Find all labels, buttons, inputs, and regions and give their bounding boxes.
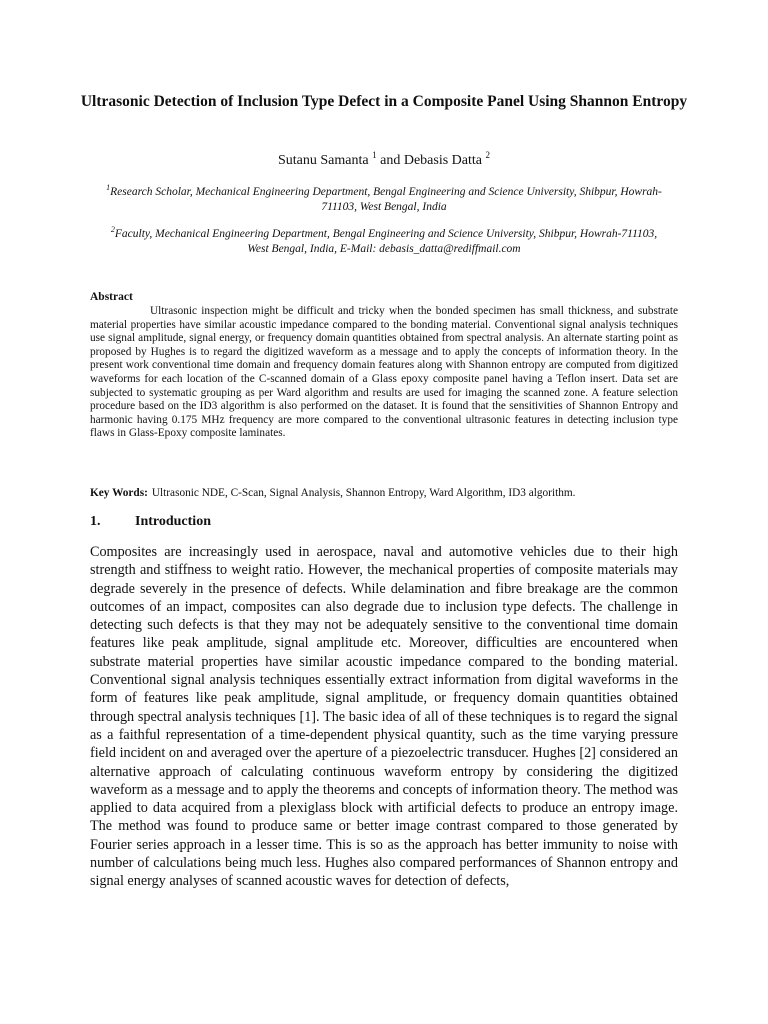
author-joiner: and	[380, 153, 401, 168]
author-superscript: 1	[372, 150, 377, 160]
affiliation-superscript: 1	[106, 183, 111, 192]
abstract-body: Ultrasonic inspection might be difficult and tricky when the bonded specimen has small thickness, and substrate material properties have similar acoustic impedance compared to the bonding material. Conventional signal analysis techniques use signal amplitude, signal energy, or frequency domain quantities obtained from spectral analysis. An alternate starting point as proposed by Hughes is to regard the digitized waveform as a message and to apply the concepts of information theory. In the present work conventional time domain and frequency domain features along with Shannon entropy are computed from digitized waveforms for each location of the C-scanned domain of a Glass epoxy composite panel having a Teflon insert. Data set are subjected to systematic grouping as per Ward algorithm and results are used for imaging the scanned zone. A feature selection procedure based on the ID3 algorithm is also performed on the dataset. It is found that the sensitivities of Shannon Entropy and harmonic having 0.175 MHz frequency are more compared to the conventional ultrasonic features in detecting inclusion type flaws in Glass-Epoxy composite laminates.	[90, 305, 678, 440]
section-title: Introduction	[135, 514, 211, 529]
keywords-line	[90, 486, 678, 500]
author-superscript: 2	[485, 150, 490, 160]
section-number: 1.	[90, 514, 101, 529]
keywords-text: Ultrasonic NDE, C-Scan, Signal Analysis, Shannon Entropy, Ward Algorithm, ID3 algorithm.	[151, 487, 576, 499]
section-heading-introduction	[90, 513, 211, 530]
affiliation-2	[100, 222, 668, 257]
author-line	[80, 146, 688, 170]
introduction-body: Composites are increasingly used in aerospace, naval and automotive vehicles due to their high strength and stiffness to weight ratio. However, the mechanical properties of composite materials may degrade severely in the presence of defects. While delamination and fibre breakage are the common outcomes of an impact, composites can also degrade due to inclusion type defects. The challenge in detecting such defects is that they may not be adequately sensitive to the conventional time domain features like peak amplitude, signal amplitude etc. Moreover, difficulties are encountered when substrate material properties have similar acoustic impedance compared to the bonding material. Conventional signal analysis techniques essentially extract information from digital waveforms in the form of features like peak amplitude, signal amplitude, or frequency domain quantities obtained through spectral analysis techniques [1]. The basic idea of all of these techniques is to regard the signal as a faithful representation of a time-dependent physical quantity, such as the time varying pressure field incident on and averaged over the aperture of a piezoelectric transducer. Hughes [2] considered an alternative approach of calculating continuous waveform entropy by considering the digitized waveform as a message and to apply the theorems and concepts of information theory. The method was applied to data acquired from a plexiglass block with artificial defects to produce an entropy image. The method was found to produce same or better image contrast compared to those generated by Fourier series approach in a lesser time. This is so as the approach has better immunity to noise with number of calculations being much less. Hughes also compared performances of Shannon entropy and signal energy analyses of scanned acoustic waves for detection of defects,	[90, 544, 678, 890]
affiliation-text: Faculty, Mechanical Engineering Department, Bengal Engineering and Science University, Shibpur, Howrah-711103, West Bengal, India, E-Mail: debasis_datta@rediffmail.com	[114, 228, 658, 255]
affiliation-text: Research Scholar, Mechanical Engineering Department, Bengal Engineering and Science University, Shibpur, Howrah-711103, West Bengal, India	[110, 186, 662, 213]
keywords-label: Key Words:	[90, 487, 148, 499]
affiliation-1	[100, 180, 668, 215]
abstract-heading: Abstract	[90, 291, 133, 303]
author-name: Sutanu Samanta	[278, 153, 369, 168]
affiliation-superscript: 2	[110, 225, 115, 234]
paper-title: Ultrasonic Detection of Inclusion Type Defect in a Composite Panel Using Shannon Entropy	[80, 93, 688, 110]
author-name: Debasis Datta	[403, 153, 482, 168]
